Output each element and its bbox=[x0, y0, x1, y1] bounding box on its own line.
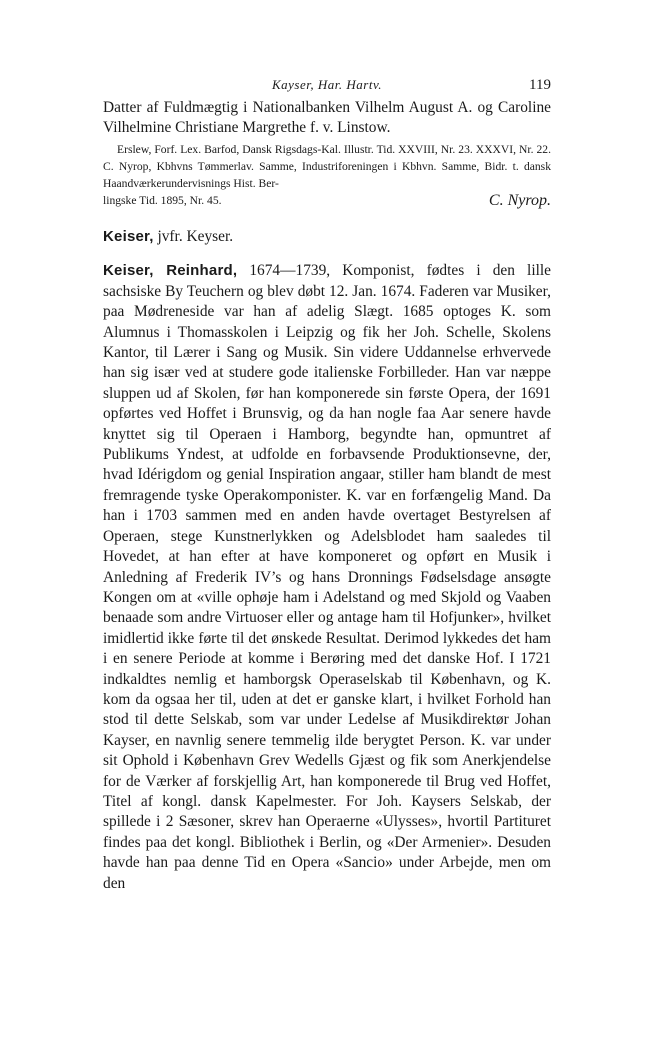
article-body: 1674—1739, Komponist, fødtes i den lille sachsiske By Teuchern og blev døbt 12. Jan. 1674. Faderen var Musiker, paa Mødreneside var han af adelig Slægt. 1685 optoges K. som Alumnus i Thomasskolen i Leipzig og fik her Joh. Schelle, Skolens Kantor, til Lærer i Sang og Musik. Sin videre Uddannelse erhvervede han sig især ved at studere gode italienske Forbilleder. Han var næppe sluppen ud af Skolen, før han komponerede sin første Opera, der 1691 opførtes ved Hoffet i Brunsvig, og da han nogle faa Aar senere havde knyttet sig til Operaen i Hamborg, begyndte han, opmuntret af Publikums Yndest, at udfolde en forbavsende Produktionsevne, der, hvad Idérigdom og genial Inspiration angaar, stiller ham blandt de mest fremragende tyske Operakomponister. K. var en forfængelig Mand. Da han i 1703 sammen med en anden havde overtaget Bestyrelsen af Operaen, stege Kunstnerlykken og Adelsblodet ham saaledes til Hovedet, at han efter at have komponeret og opført en Musik i Anledning af Frederik IV’s og hans Dronnings Fødselsdage ansøgte Kongen om at «ville ophøje ham i Adelstand og med Skjold og Vaaben benaade som andre Virtuoser eller og antage ham til Hofjunker», hvilket imidlertid ikke førte til det ønskede Resultat. Derimod lykkedes det ham i en senere Periode at komme i Berøring med det danske Hof. I 1721 indkaldtes nemlig et hamborgsk Operaselskab til København, og K. kom da ogsaa her til, uden at det er ganske klart, i hvilket Forhold han stod til dette Selskab, som var under Ledelse af Musikdirektør Johan Kayser, en navnlig senere temmelig ilde berygtet Person. K. var under sit Ophold i København Grev Wedells Gjæst og fik som Anerkjendelse for de Værker af forskjellig Art, han komponerede til Brug ved Hoffet, Titel af kongl. dansk Kapelmester. For Joh. Kaysers Selskab, der spillede i 2 Sæsoner, skrev han Operaerne «Ulysses», hvortil Partituret findes paa det kongl. Bibliothek i Berlin, og «Der Armenier». Desuden havde han paa denne Tid en Opera «Sancio» under Arbejde, men om den bbox=[103, 262, 551, 892]
cross-reference-entry bbox=[103, 227, 551, 247]
article-keiser-reinhard bbox=[103, 261, 551, 894]
running-header bbox=[103, 72, 551, 98]
author-signature: C. Nyrop. bbox=[488, 192, 551, 210]
cross-reference-headword: Keiser, bbox=[103, 228, 154, 246]
running-title: Kayser, Har. Hartv. bbox=[271, 77, 382, 92]
references-last-line: lingske Tid. 1895, Nr. 45. bbox=[103, 194, 222, 208]
page-number: 119 bbox=[529, 77, 551, 93]
previous-entry-references: Erslew, Forf. Lex. Barfod, Dansk Rigsdags-Kal. Illustr. Tid. XXVIII, Nr. 23. XXXVI, Nr. 22. C. Nyrop, Kbhvns Tømmerlav. Samme, Industriforeningen i Kbhvn. Samme, Bidr. t. dansk Haandværkerundervisnings Hist. Ber- bbox=[103, 142, 551, 191]
previous-entry-text: Datter af Fuldmægtig i Nationalbanken Vilhelm August A. og Caroline Vilhelmine Christiane Margrethe f. v. Linstow. bbox=[103, 99, 551, 137]
article-headword: Keiser, Reinhard, bbox=[103, 262, 238, 280]
signature-line bbox=[103, 192, 551, 209]
page bbox=[103, 72, 551, 894]
cross-reference-text: jvfr. Keyser. bbox=[153, 228, 234, 246]
